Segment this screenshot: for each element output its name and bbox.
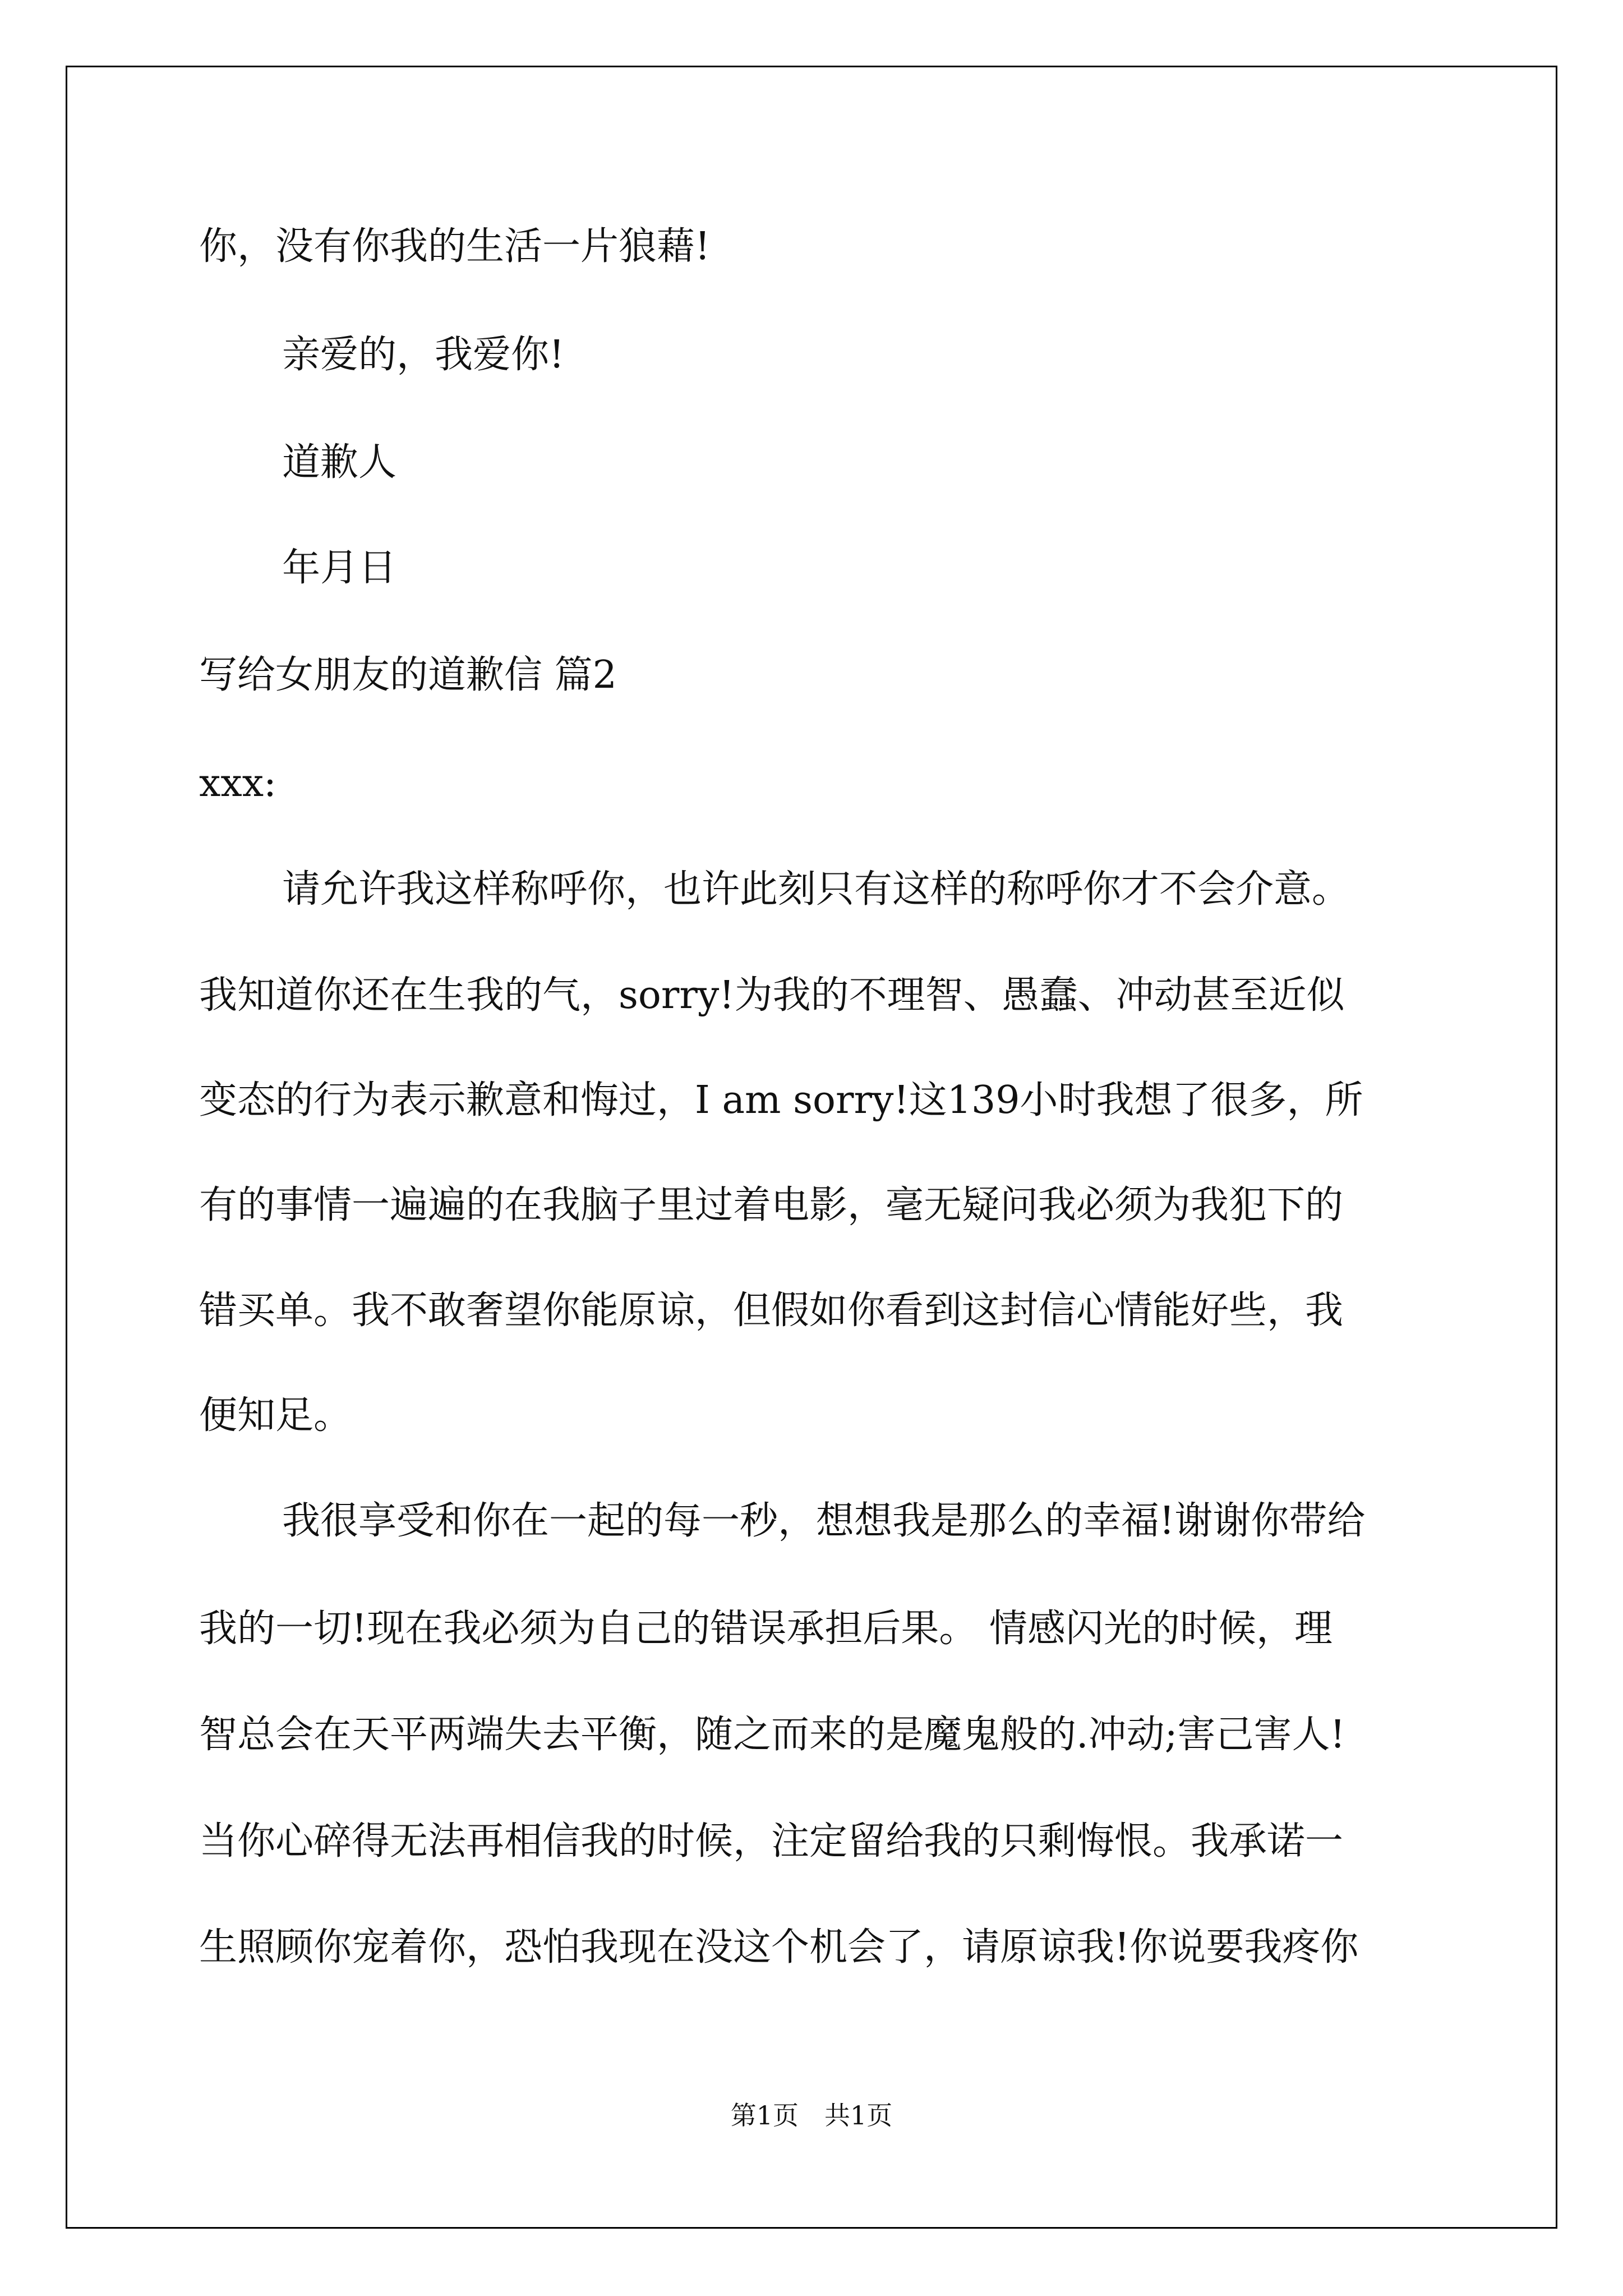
text-line: 我知道你还在生我的气，sorry!为我的不理智、愚蠢、冲动甚至近似 [199, 973, 1345, 1018]
text-line: 智总会在天平两端失去平衡，随之而来的是魔鬼般的.冲动;害己害人! [199, 1713, 1345, 1757]
page-border [66, 66, 1557, 2229]
date-label: 年月日 [282, 546, 397, 590]
text-line: 请允许我这样称呼你，也许此刻只有这样的称呼你才不会介意。 [282, 867, 1350, 912]
text-line: 便知足。 [199, 1393, 352, 1438]
text-line: 我的一切!现在我必须为自己的错误承担后果。 情感闪光的时候，理 [199, 1607, 1332, 1651]
salutation: xxx: [199, 761, 276, 806]
text-line: 生照顾你宠着你，恐怕我现在没这个机会了，请原谅我!你说要我疼你 [199, 1925, 1359, 1970]
page-number: 第1页 共1页 [730, 2100, 893, 2131]
text-line: 你，没有你我的生活一片狼藉! [199, 224, 711, 269]
text-line: 有的事情一遍遍的在我脑子里过着电影，毫无疑问我必须为我犯下的 [199, 1183, 1344, 1227]
text-line: 亲爱的，我爱你! [282, 333, 565, 377]
text-line: 当你心碎得无法再相信我的时候，注定留给我的只剩悔恨。我承诺一 [199, 1819, 1344, 1864]
text-line: 错买单。我不敢奢望你能原谅，但假如你看到这封信心情能好些，我 [199, 1289, 1344, 1333]
signature-label: 道歉人 [282, 440, 397, 485]
section-heading: 写给女朋友的道歉信 篇2 [199, 653, 617, 697]
text-line: 我很享受和你在一起的每一秒，想想我是那么的幸福!谢谢你带给 [282, 1499, 1366, 1543]
text-line: 变态的行为表示歉意和悔过，I am sorry!这139小时我想了很多，所 [199, 1078, 1363, 1122]
